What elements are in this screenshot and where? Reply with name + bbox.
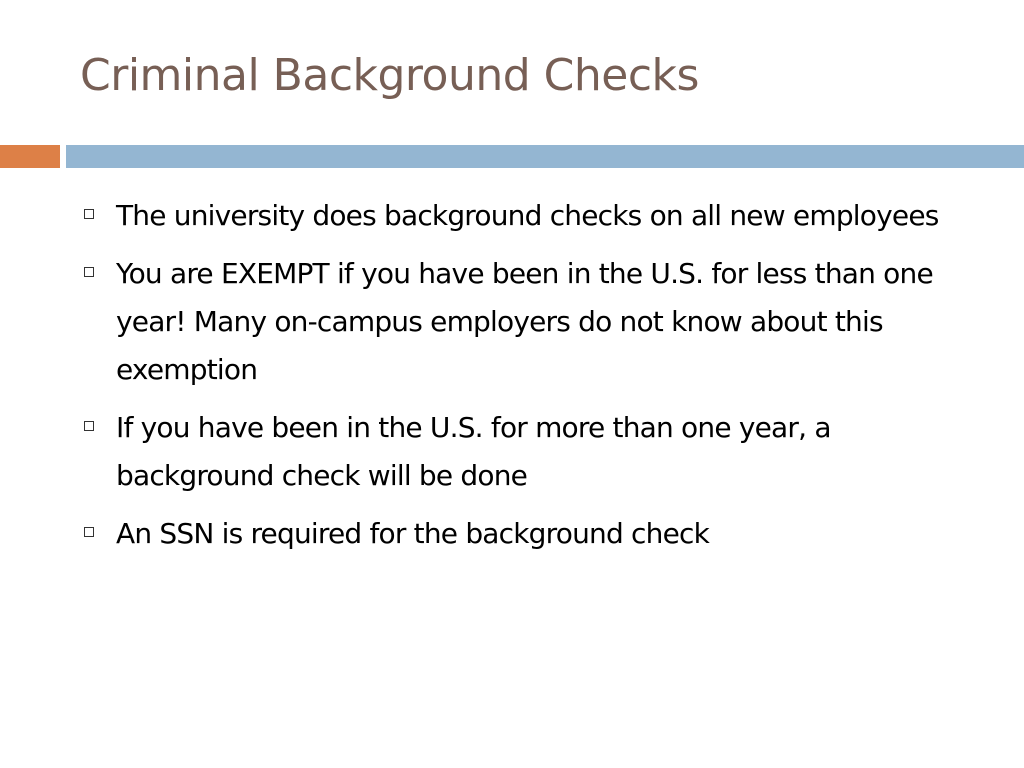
bullet-text: You are EXEMPT if you have been in the U.S. for less than one year! Many on-campus employers do not know about this exemption [116,257,933,386]
bullet-item-background-checks [84,192,994,240]
bullet-text: The university does background checks on all new employees [116,199,939,232]
hollow-square-icon [84,267,94,277]
hollow-square-icon [84,421,94,431]
bullet-text: An SSN is required for the background check [116,517,710,550]
bullet-text: If you have been in the U.S. for more than one year, a background check will be done [116,411,831,492]
bullet-list [84,192,994,568]
hollow-square-icon [84,527,94,537]
title-rule-blue [66,145,1024,168]
hollow-square-icon [84,209,94,219]
bullet-item-exempt [84,250,994,394]
slide-title: Criminal Background Checks [80,50,699,101]
bullet-item-more-than-one-year [84,404,994,500]
title-rule-orange [0,145,60,168]
bullet-item-ssn-required [84,510,994,558]
